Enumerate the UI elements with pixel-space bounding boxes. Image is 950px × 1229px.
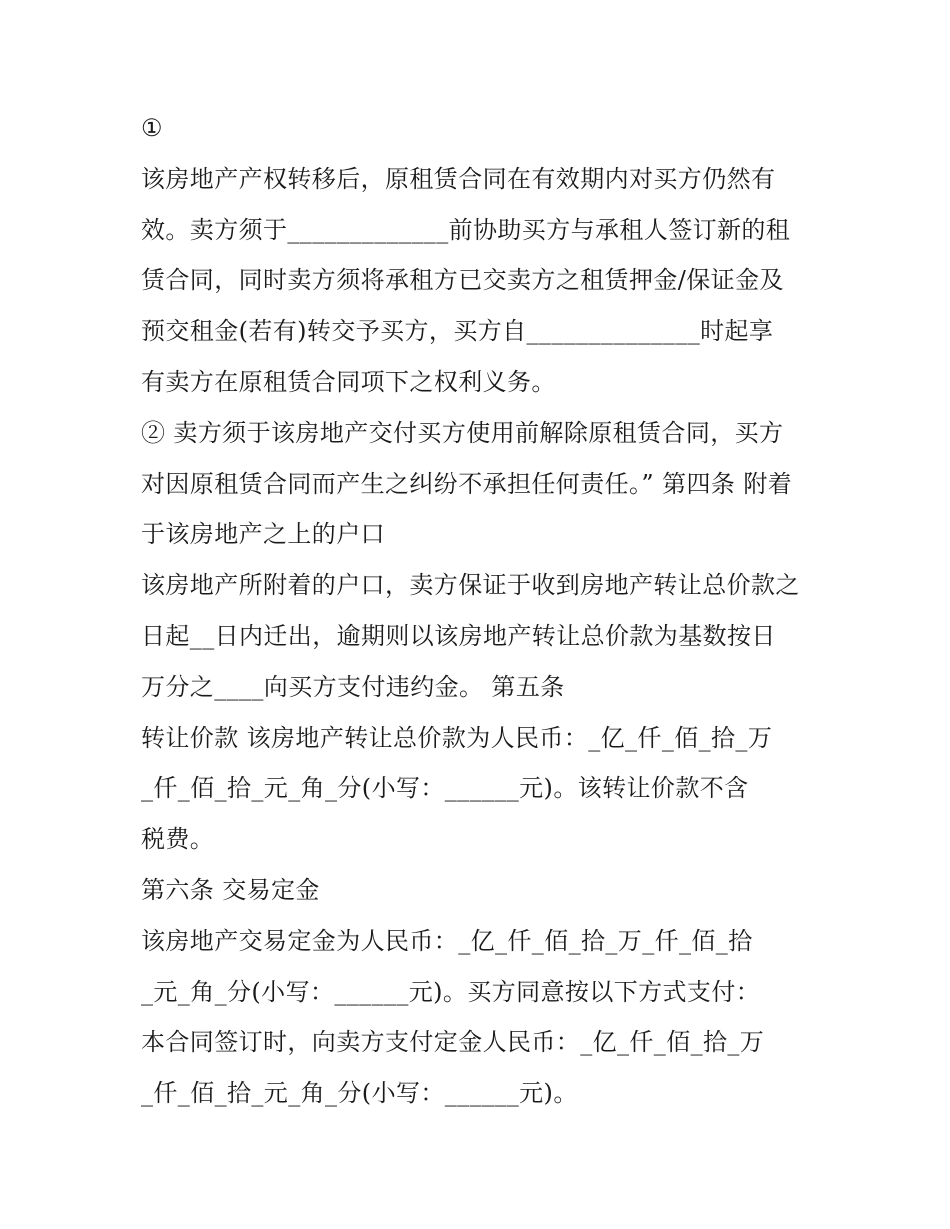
line-5: 预交租金(若有)转交予买方，买方自______________时起享 (141, 317, 774, 346)
line-14: _仟_佰_拾_元_角_分(小写：______元)。该转让价款不含 (141, 774, 749, 803)
line-9: 于该房地产之上的户口 (141, 520, 385, 549)
line-6: 有卖方在原租赁合同项下之权利义务。 (141, 367, 556, 396)
line-19: 本合同签订时，向卖方支付定金人民币：_亿_仟_佰_拾_万 (141, 1028, 765, 1057)
line-8: 对因原租赁合同而产生之纠纷不承担任何责任。” 第四条 附着 (141, 469, 793, 498)
line-12: 万分之____向买方支付违约金。 第五条 (141, 672, 565, 701)
line-16: 第六条 交易定金 (141, 875, 320, 904)
line-10: 该房地产所附着的户口，卖方保证于收到房地产转让总价款之 (141, 571, 800, 600)
line-13: 转让价款 该房地产转让总价款为人民币：_亿_仟_佰_拾_万 (141, 723, 773, 752)
line-3: 效。卖方须于_____________前协助买方与承租人签订新的租 (141, 215, 791, 244)
line-1: ① (141, 114, 163, 142)
document-body (141, 103, 821, 1119)
line-20: _仟_佰_拾_元_角_分(小写：______元)。 (141, 1079, 578, 1108)
line-7: ② 卖方须于该房地产交付买方使用前解除原租赁合同，买方 (141, 418, 784, 447)
line-4: 赁合同，同时卖方须将承租方已交卖方之租赁押金/保证金及 (141, 266, 784, 295)
line-15: 税费。 (141, 825, 215, 854)
line-11: 日起__日内迁出，逾期则以该房地产转让总价款为基数按日 (141, 621, 776, 650)
line-18: _元_角_分(小写：______元)。买方同意按以下方式支付： (141, 977, 761, 1006)
line-2: 该房地产产权转移后，原租赁合同在有效期内对买方仍然有 (141, 164, 776, 193)
line-17: 该房地产交易定金为人民币：_亿_仟_佰_拾_万_仟_佰_拾 (141, 926, 753, 955)
